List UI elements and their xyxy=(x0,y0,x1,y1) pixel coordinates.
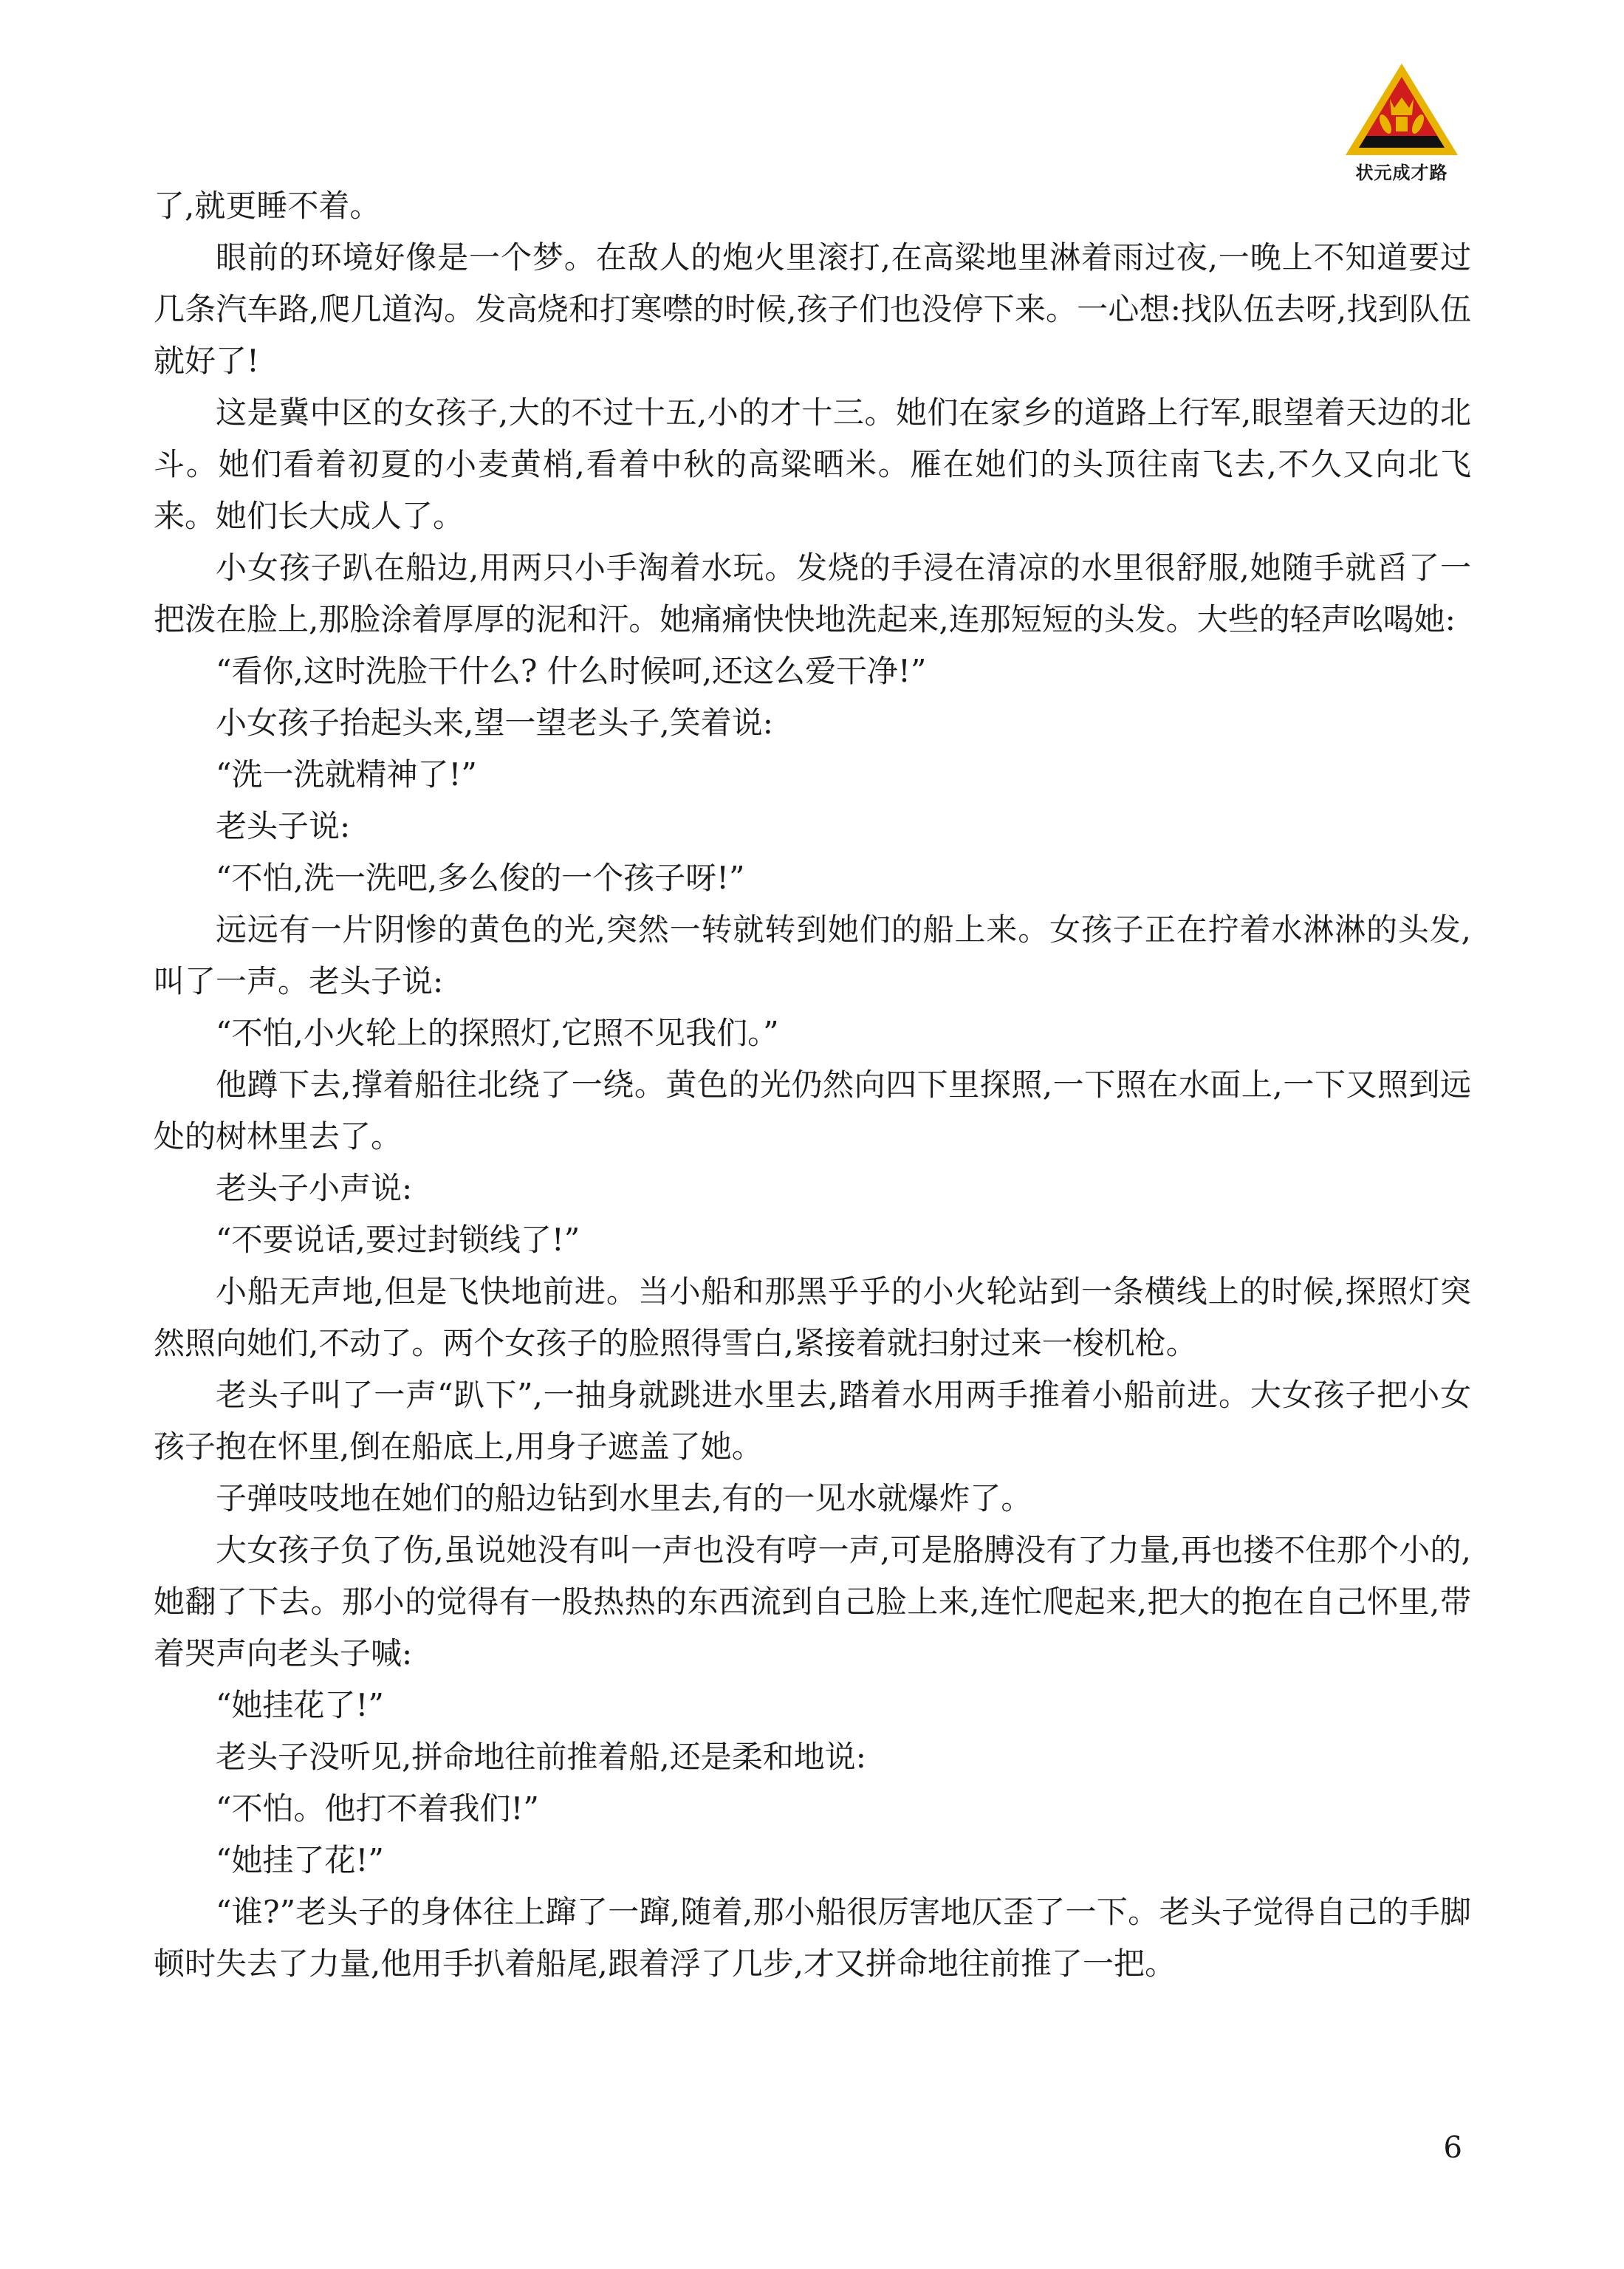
paragraph: “谁?”老头子的身体往上蹿了一蹿,随着,那小船很厉害地仄歪了一下。老头子觉得自己的手脚顿时失去了力量,他用手扒着船尾,跟着浮了几步,才又拼命地往前推了一把。 xyxy=(154,1894,1471,1982)
paragraph: 小女孩子趴在船边,用两只小手淘着水玩。发烧的手浸在清凉的水里很舒服,她随手就舀了一把泼在脸上,那脸涂着厚厚的泥和汗。她痛痛快快地洗起来,连那短短的头发。大些的轻声吆喝她: xyxy=(154,550,1471,637)
paragraph: 大女孩子负了伤,虽说她没有叫一声也没有哼一声,可是胳膊没有了力量,再也搂不住那个小的,她翻了下去。那小的觉得有一股热热的东西流到自己脸上来,连忙爬起来,把大的抱在自己怀里,带着哭声向老头子喊: xyxy=(154,1532,1471,1671)
paragraph: “看你,这时洗脸干什么? 什么时候呵,还这么爱干净!” xyxy=(216,653,927,689)
logo-brand-text: 状元成才路 xyxy=(1355,162,1448,183)
publisher-logo xyxy=(1343,61,1461,188)
paragraph: 了,就更睡不着。 xyxy=(154,188,381,224)
paragraph: “洗一洗就精神了!” xyxy=(216,756,477,793)
paragraph: “她挂了花!” xyxy=(216,1842,384,1878)
body-text xyxy=(154,180,1471,1990)
paragraph: “不怕,小火轮上的探照灯,它照不见我们。” xyxy=(216,1015,779,1051)
crest-triangle-icon xyxy=(1343,61,1461,158)
paragraph: 这是冀中区的女孩子,大的不过十五,小的才十三。她们在家乡的道路上行军,眼望着天边的北斗。她们看着初夏的小麦黄梢,看着中秋的高粱晒米。雁在她们的头顶往南飞去,不久又向北飞来。她们长大成人了。 xyxy=(154,394,1471,534)
paragraph: 老头子说: xyxy=(216,808,351,844)
paragraph: “不要说话,要过封锁线了!” xyxy=(216,1222,580,1258)
paragraph: 老头子叫了一声“趴下”,一抽身就跳进水里去,踏着水用两手推着小船前进。大女孩子把小女孩子抱在怀里,倒在船底上,用身子遮盖了她。 xyxy=(154,1377,1471,1465)
paragraph: 子弹吱吱地在她们的船边钻到水里去,有的一见水就爆炸了。 xyxy=(216,1480,1032,1516)
paragraph: 他蹲下去,撑着船往北绕了一绕。黄色的光仍然向四下里探照,一下照在水面上,一下又照到远处的树林里去了。 xyxy=(154,1067,1471,1154)
paragraph: 小女孩子抬起头来,望一望老头子,笑着说: xyxy=(216,705,773,741)
page-number: 6 xyxy=(1443,2131,1462,2165)
paragraph: “她挂花了!” xyxy=(216,1687,384,1723)
paragraph: 眼前的环境好像是一个梦。在敌人的炮火里滚打,在高粱地里淋着雨过夜,一晚上不知道要过几条汽车路,爬几道沟。发高烧和打寒噤的时候,孩子们也没停下来。一心想:找队伍去呀,找到队伍就好了! xyxy=(154,239,1471,379)
paragraph: 小船无声地,但是飞快地前进。当小船和那黑乎乎的小火轮站到一条横线上的时候,探照灯突然照向她们,不动了。两个女孩子的脸照得雪白,紧接着就扫射过来一梭机枪。 xyxy=(154,1273,1471,1361)
paragraph: 老头子小声说: xyxy=(216,1170,413,1206)
paragraph: 老头子没听见,拼命地往前推着船,还是柔和地说: xyxy=(216,1739,866,1775)
paragraph: “不怕。他打不着我们!” xyxy=(216,1790,539,1827)
paragraph: “不怕,洗一洗吧,多么俊的一个孩子呀!” xyxy=(216,860,745,896)
paragraph: 远远有一片阴惨的黄色的光,突然一转就转到她们的船上来。女孩子正在拧着水淋淋的头发,叫了一声。老头子说: xyxy=(154,911,1471,999)
